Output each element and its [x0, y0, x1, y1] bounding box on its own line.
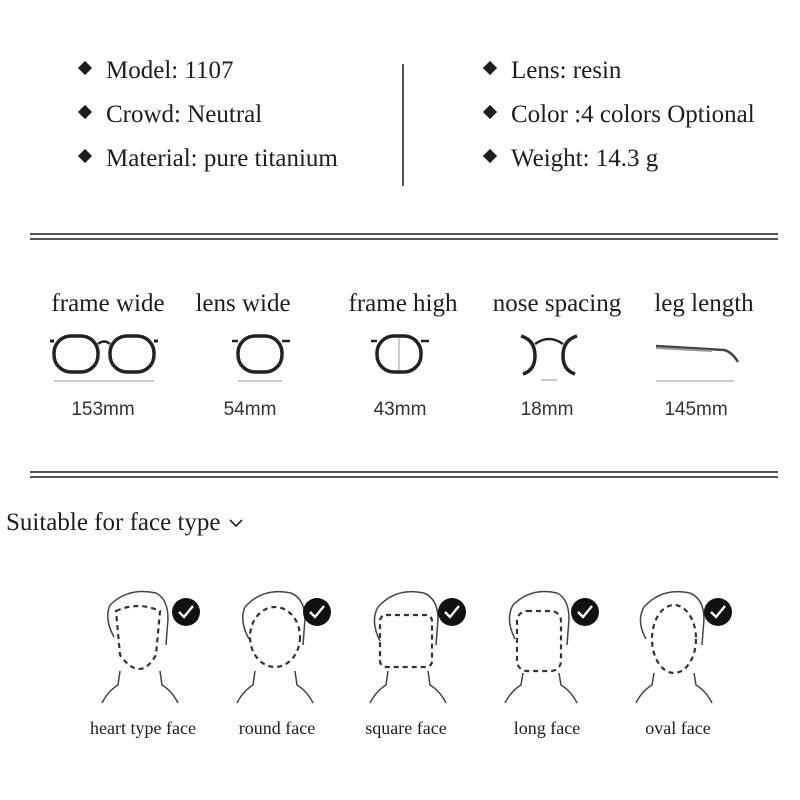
- chevron-down-icon: [229, 519, 243, 528]
- heart-face-icon: [98, 585, 204, 709]
- face-type-heading: Suitable for face type: [6, 509, 243, 537]
- diamond-bullet-icon: [78, 149, 92, 163]
- section-divider-bottom: [30, 471, 778, 478]
- face-label-square: square face: [365, 718, 447, 738]
- section-divider-top: [30, 233, 778, 240]
- spec-lens: Lens: resin: [485, 56, 621, 86]
- temple-arm-icon: [652, 330, 742, 386]
- face-label-oval: oval face: [645, 718, 711, 738]
- oval-face-icon: [632, 585, 738, 709]
- measure-value-nose-spacing: 18mm: [520, 399, 574, 420]
- measure-value-frame-high: 43mm: [373, 399, 427, 420]
- diamond-bullet-icon: [483, 149, 497, 163]
- single-lens-icon: [232, 330, 292, 386]
- spec-weight: Weight: 14.3 g: [485, 144, 658, 174]
- long-face-icon: [499, 585, 605, 709]
- measure-value-leg-length: 145mm: [664, 399, 728, 420]
- diamond-bullet-icon: [483, 105, 497, 119]
- measure-label-frame-high: frame high: [348, 290, 458, 317]
- diamond-bullet-icon: [78, 105, 92, 119]
- measure-label-nose-spacing: nose spacing: [492, 290, 622, 317]
- bridge-icon: [517, 330, 581, 386]
- round-face-icon: [235, 585, 341, 709]
- spec-crowd: Crowd: Neutral: [80, 100, 262, 130]
- face-label-heart: heart type face: [90, 718, 196, 738]
- face-label-round: round face: [238, 718, 316, 738]
- measure-value-lens-wide: 54mm: [223, 399, 277, 420]
- measure-label-frame-wide: frame wide: [51, 290, 165, 317]
- square-face-icon: [366, 585, 472, 709]
- diamond-bullet-icon: [78, 61, 92, 75]
- measure-value-frame-wide: 153mm: [71, 399, 135, 420]
- lens-height-icon: [371, 330, 431, 386]
- face-label-long: long face: [513, 718, 581, 738]
- spec-model: Model: 1107: [80, 56, 234, 86]
- spec-divider: [402, 64, 404, 186]
- spec-color: Color :4 colors Optional: [485, 100, 755, 130]
- spec-material: Material: pure titanium: [80, 144, 338, 174]
- frame-front-icon: [48, 330, 160, 386]
- measure-label-leg-length: leg length: [654, 290, 754, 317]
- measure-label-lens-wide: lens wide: [195, 290, 291, 317]
- diamond-bullet-icon: [483, 61, 497, 75]
